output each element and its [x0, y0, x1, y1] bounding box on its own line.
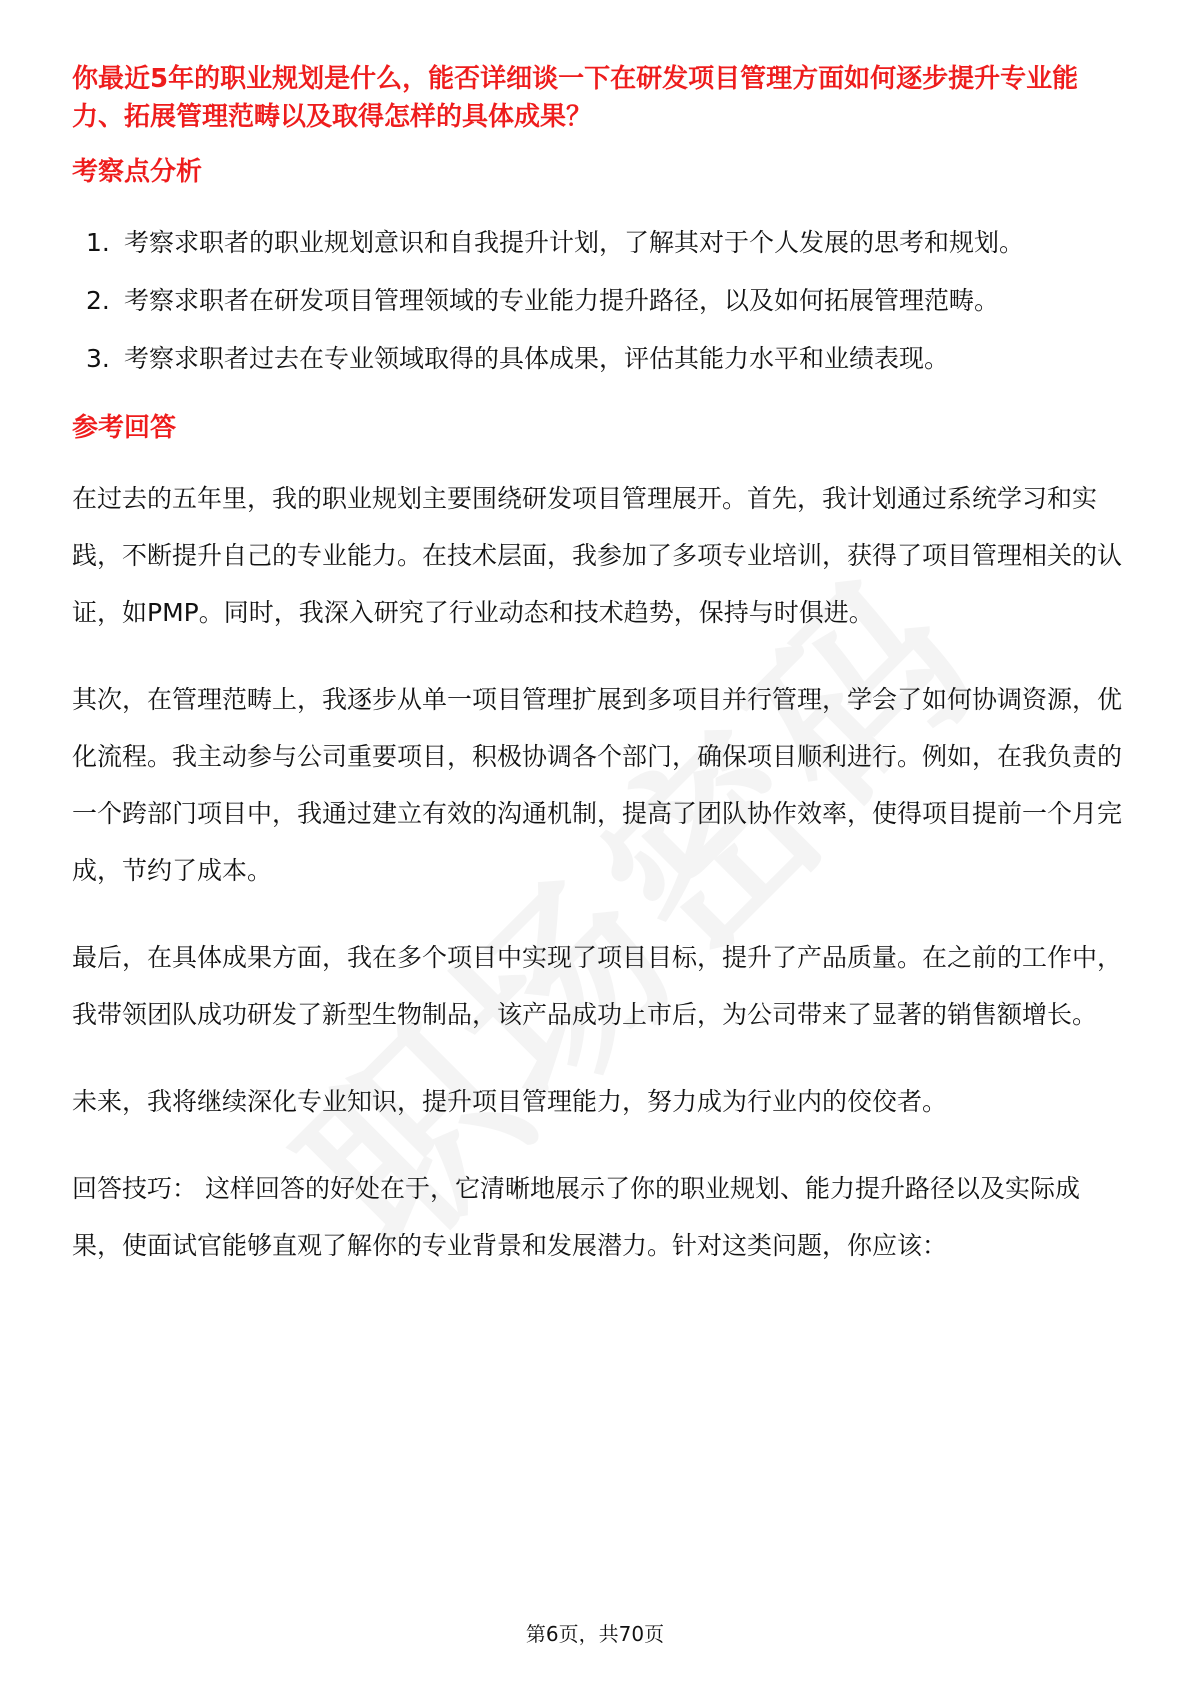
point-number: 2. — [86, 286, 110, 315]
analysis-point-1 — [72, 214, 1122, 272]
point-text: 考察求职者在研发项目管理领域的专业能力提升路径，以及如何拓展管理范畴。 — [124, 286, 1000, 315]
point-number: 3. — [86, 344, 110, 373]
answer-paragraph-2: 其次，在管理范畴上，我逐步从单一项目管理扩展到多项目并行管理，学会了如何协调资源，优化流程。我主动参与公司重要项目，积极协调各个部门，确保项目顺利进行。例如，在我负责的一个跨部门项目中，我通过建立有效的沟通机制，提高了团队协作效率，使得项目提前一个月完成，节约了成本。 — [72, 685, 1123, 885]
analysis-list — [72, 214, 1122, 388]
answer-paragraph-3: 最后，在具体成果方面，我在多个项目中实现了项目目标，提升了产品质量。在之前的工作中，我带领团队成功研发了新型生物制品，该产品成功上市后，为公司带来了显著的销售额增长。 — [72, 943, 1123, 1029]
answer-tips: 回答技巧： 这样回答的好处在于，它清晰地展示了你的职业规划、能力提升路径以及实际成果，使面试官能够直观了解你的专业背景和发展潜力。针对这类问题，你应该： — [72, 1174, 1080, 1260]
answer-paragraph-1: 在过去的五年里，我的职业规划主要围绕研发项目管理展开。首先，我计划通过系统学习和实践，不断提升自己的专业能力。在技术层面，我参加了多项专业培训，获得了项目管理相关的认证，如PMP。同时，我深入研究了行业动态和技术趋势，保持与时俱进。 — [72, 484, 1123, 627]
analysis-point-3 — [72, 330, 1122, 388]
analysis-title: 考察点分析 — [72, 157, 203, 187]
page-number: 第6页，共70页 — [525, 1622, 665, 1646]
answer-body — [72, 470, 1122, 1274]
point-text: 考察求职者过去在专业领域取得的具体成果，评估其能力水平和业绩表现。 — [124, 344, 950, 373]
answer-paragraph-4: 未来，我将继续深化专业知识，提升项目管理能力，努力成为行业内的佼佼者。 — [72, 1087, 948, 1116]
analysis-point-2 — [72, 272, 1122, 330]
question-heading: 你最近5年的职业规划是什么，能否详细谈一下在研发项目管理方面如何逐步提升专业能力、拓展管理范畴以及取得怎样的具体成果？ — [72, 64, 1079, 132]
page-content — [72, 60, 1122, 1304]
point-text: 考察求职者的职业规划意识和自我提升计划，了解其对于个人发展的思考和规划。 — [124, 228, 1025, 257]
point-number: 1. — [86, 228, 110, 257]
answer-title: 参考回答 — [72, 413, 177, 443]
